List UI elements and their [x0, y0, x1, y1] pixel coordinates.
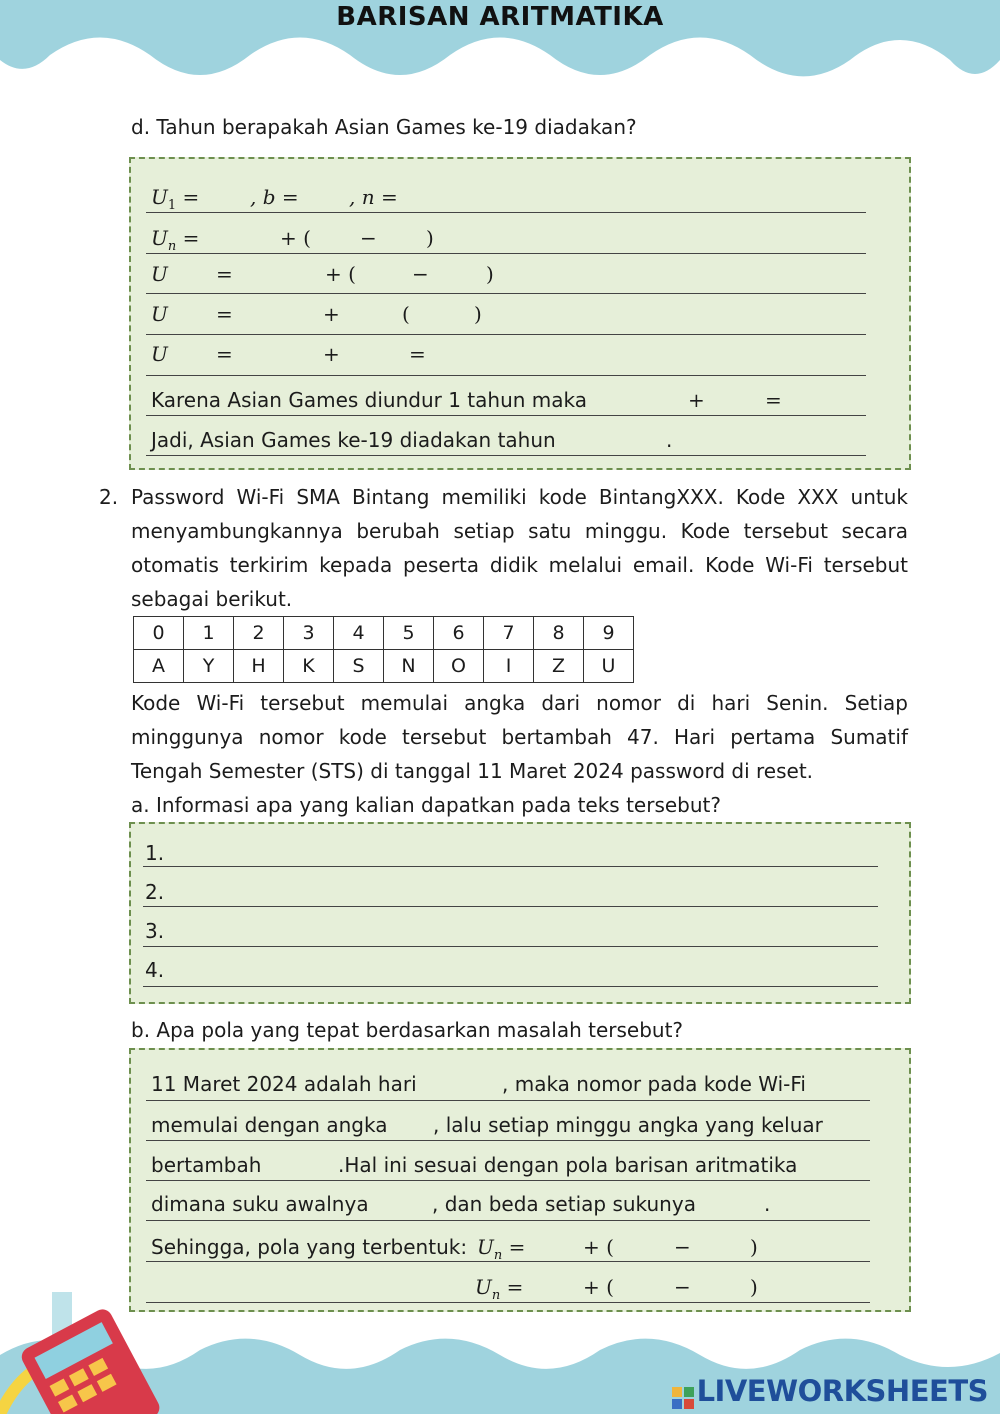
- n-label: , n =: [349, 185, 398, 209]
- letter-cell: N: [384, 650, 434, 683]
- wifi-code-table: [133, 616, 634, 683]
- plus-sign: +: [323, 302, 340, 326]
- equals-sign: =: [409, 342, 426, 366]
- digit-cell: 8: [534, 617, 584, 650]
- minus-sign: −: [360, 226, 377, 250]
- digit-cell: 4: [334, 617, 384, 650]
- u-label: U: [151, 302, 168, 326]
- answer-line[interactable]: [146, 334, 866, 335]
- info-item-1: 1.: [145, 841, 165, 865]
- answer-line[interactable]: [146, 1261, 870, 1262]
- digit-cell: 9: [584, 617, 634, 650]
- pattern-line-3a: bertambah: [151, 1153, 262, 1177]
- answer-line[interactable]: [143, 946, 878, 947]
- answer-line[interactable]: [146, 1140, 870, 1141]
- pattern-line-4b: , dan beda setiap sukunya: [432, 1192, 696, 1216]
- plus-open: + (: [583, 1235, 614, 1259]
- digit-cell: 5: [384, 617, 434, 650]
- liveworksheets-logo: [672, 1374, 988, 1408]
- equals-sign: =: [216, 262, 233, 286]
- un-label: $U_n$ =: [477, 1235, 526, 1263]
- plus-open: + (: [280, 226, 311, 250]
- answer-line[interactable]: [143, 906, 878, 907]
- answer-box-1d: [129, 157, 911, 470]
- letter-cell: Z: [534, 650, 584, 683]
- digits-row: [134, 617, 634, 650]
- digit-cell: 0: [134, 617, 184, 650]
- question-2-number: 2.: [99, 485, 119, 509]
- answer-line[interactable]: [146, 253, 866, 254]
- open-paren: (: [402, 302, 410, 326]
- answer-line[interactable]: [146, 212, 866, 213]
- answer-line[interactable]: [143, 866, 878, 867]
- logo-icon: [672, 1382, 694, 1404]
- question-2-paragraph: Password Wi-Fi SMA Bintang memiliki kode BintangXXX. Kode XXX untuk menyambungkannya berubah setiap satu minggu. Kode tersebut secara otomatis terkirim kepada peserta didik melalui email. Kode Wi-Fi tersebut sebagai berikut.: [131, 485, 908, 611]
- close-paren: ): [750, 1235, 758, 1259]
- period: .: [666, 428, 673, 452]
- answer-line[interactable]: [146, 415, 866, 416]
- u1-label: $U_1$ =: [151, 185, 200, 213]
- close-paren: ): [750, 1275, 758, 1299]
- minus-sign: −: [412, 262, 429, 286]
- letter-cell: S: [334, 650, 384, 683]
- delay-text: Karena Asian Games diundur 1 tahun maka: [151, 388, 588, 412]
- minus-sign: −: [674, 1235, 691, 1259]
- answer-line[interactable]: [146, 1100, 870, 1101]
- letters-row: [134, 650, 634, 683]
- pattern-line-2b: , lalu setiap minggu angka yang keluar: [433, 1113, 823, 1137]
- b-label: , b =: [250, 185, 299, 209]
- pattern-line-1b: , maka nomor pada kode Wi-Fi: [502, 1072, 806, 1096]
- digit-cell: 3: [284, 617, 334, 650]
- question-2b: b. Apa pola yang tepat berdasarkan masalah tersebut?: [131, 1018, 684, 1042]
- equals-sign: =: [216, 342, 233, 366]
- letter-cell: O: [434, 650, 484, 683]
- info-item-3: 3.: [145, 919, 165, 943]
- letter-cell: H: [234, 650, 284, 683]
- close-paren: ): [474, 302, 482, 326]
- page-title: BARISAN ARITMATIKA: [336, 2, 664, 32]
- pattern-line-1a: 11 Maret 2024 adalah hari: [151, 1072, 417, 1096]
- close-paren: ): [486, 262, 494, 286]
- pattern-line-4a: dimana suku awalnya: [151, 1192, 369, 1216]
- answer-line[interactable]: [146, 1180, 870, 1181]
- letter-cell: K: [284, 650, 334, 683]
- letter-cell: Y: [184, 650, 234, 683]
- answer-line[interactable]: [143, 986, 878, 987]
- u-label: U: [151, 262, 168, 286]
- plus-open: + (: [583, 1275, 614, 1299]
- info-item-4: 4.: [145, 958, 165, 982]
- question-2a: a. Informasi apa yang kalian dapatkan pada teks tersebut?: [131, 793, 721, 817]
- calculator-icon: [0, 1290, 170, 1414]
- answer-line[interactable]: [146, 1220, 870, 1221]
- pattern-line-2a: memulai dengan angka: [151, 1113, 388, 1137]
- close-paren: ): [426, 226, 434, 250]
- letter-cell: A: [134, 650, 184, 683]
- answer-line[interactable]: [146, 1302, 870, 1303]
- un-label: $U_n$ =: [475, 1275, 524, 1303]
- pattern-line-3b: .Hal ini sesuai dengan pola barisan aritmatika: [338, 1153, 798, 1177]
- u-label: U: [151, 342, 168, 366]
- un-label: $U_n$ =: [151, 226, 200, 254]
- question-1d: d. Tahun berapakah Asian Games ke-19 diadakan?: [131, 115, 637, 139]
- answer-box-2a: [129, 822, 911, 1004]
- equals-sign: =: [765, 388, 782, 412]
- digit-cell: 2: [234, 617, 284, 650]
- logo-text: LIVEWORKSHEETS: [696, 1374, 988, 1408]
- pattern-line-5a: Sehingga, pola yang terbentuk:: [151, 1235, 468, 1259]
- plus-sign: +: [688, 388, 705, 412]
- info-item-2: 2.: [145, 880, 165, 904]
- plus-sign: +: [323, 342, 340, 366]
- answer-line[interactable]: [146, 375, 866, 376]
- letter-cell: I: [484, 650, 534, 683]
- period: .: [764, 1192, 771, 1216]
- answer-line[interactable]: [146, 293, 866, 294]
- conclusion-text: Jadi, Asian Games ke-19 diadakan tahun: [151, 428, 556, 452]
- digit-cell: 1: [184, 617, 234, 650]
- equals-sign: =: [216, 302, 233, 326]
- digit-cell: 7: [484, 617, 534, 650]
- plus-open: + (: [325, 262, 356, 286]
- answer-line[interactable]: [146, 455, 866, 456]
- letter-cell: U: [584, 650, 634, 683]
- question-2-paragraph-2: Kode Wi-Fi tersebut memulai angka dari nomor di hari Senin. Setiap minggunya nomor kode tersebut bertambah 47. Hari pertama Sumatif Tengah Semester (STS) di tanggal 11 Maret 2024 password di reset.: [131, 691, 908, 783]
- digit-cell: 6: [434, 617, 484, 650]
- minus-sign: −: [674, 1275, 691, 1299]
